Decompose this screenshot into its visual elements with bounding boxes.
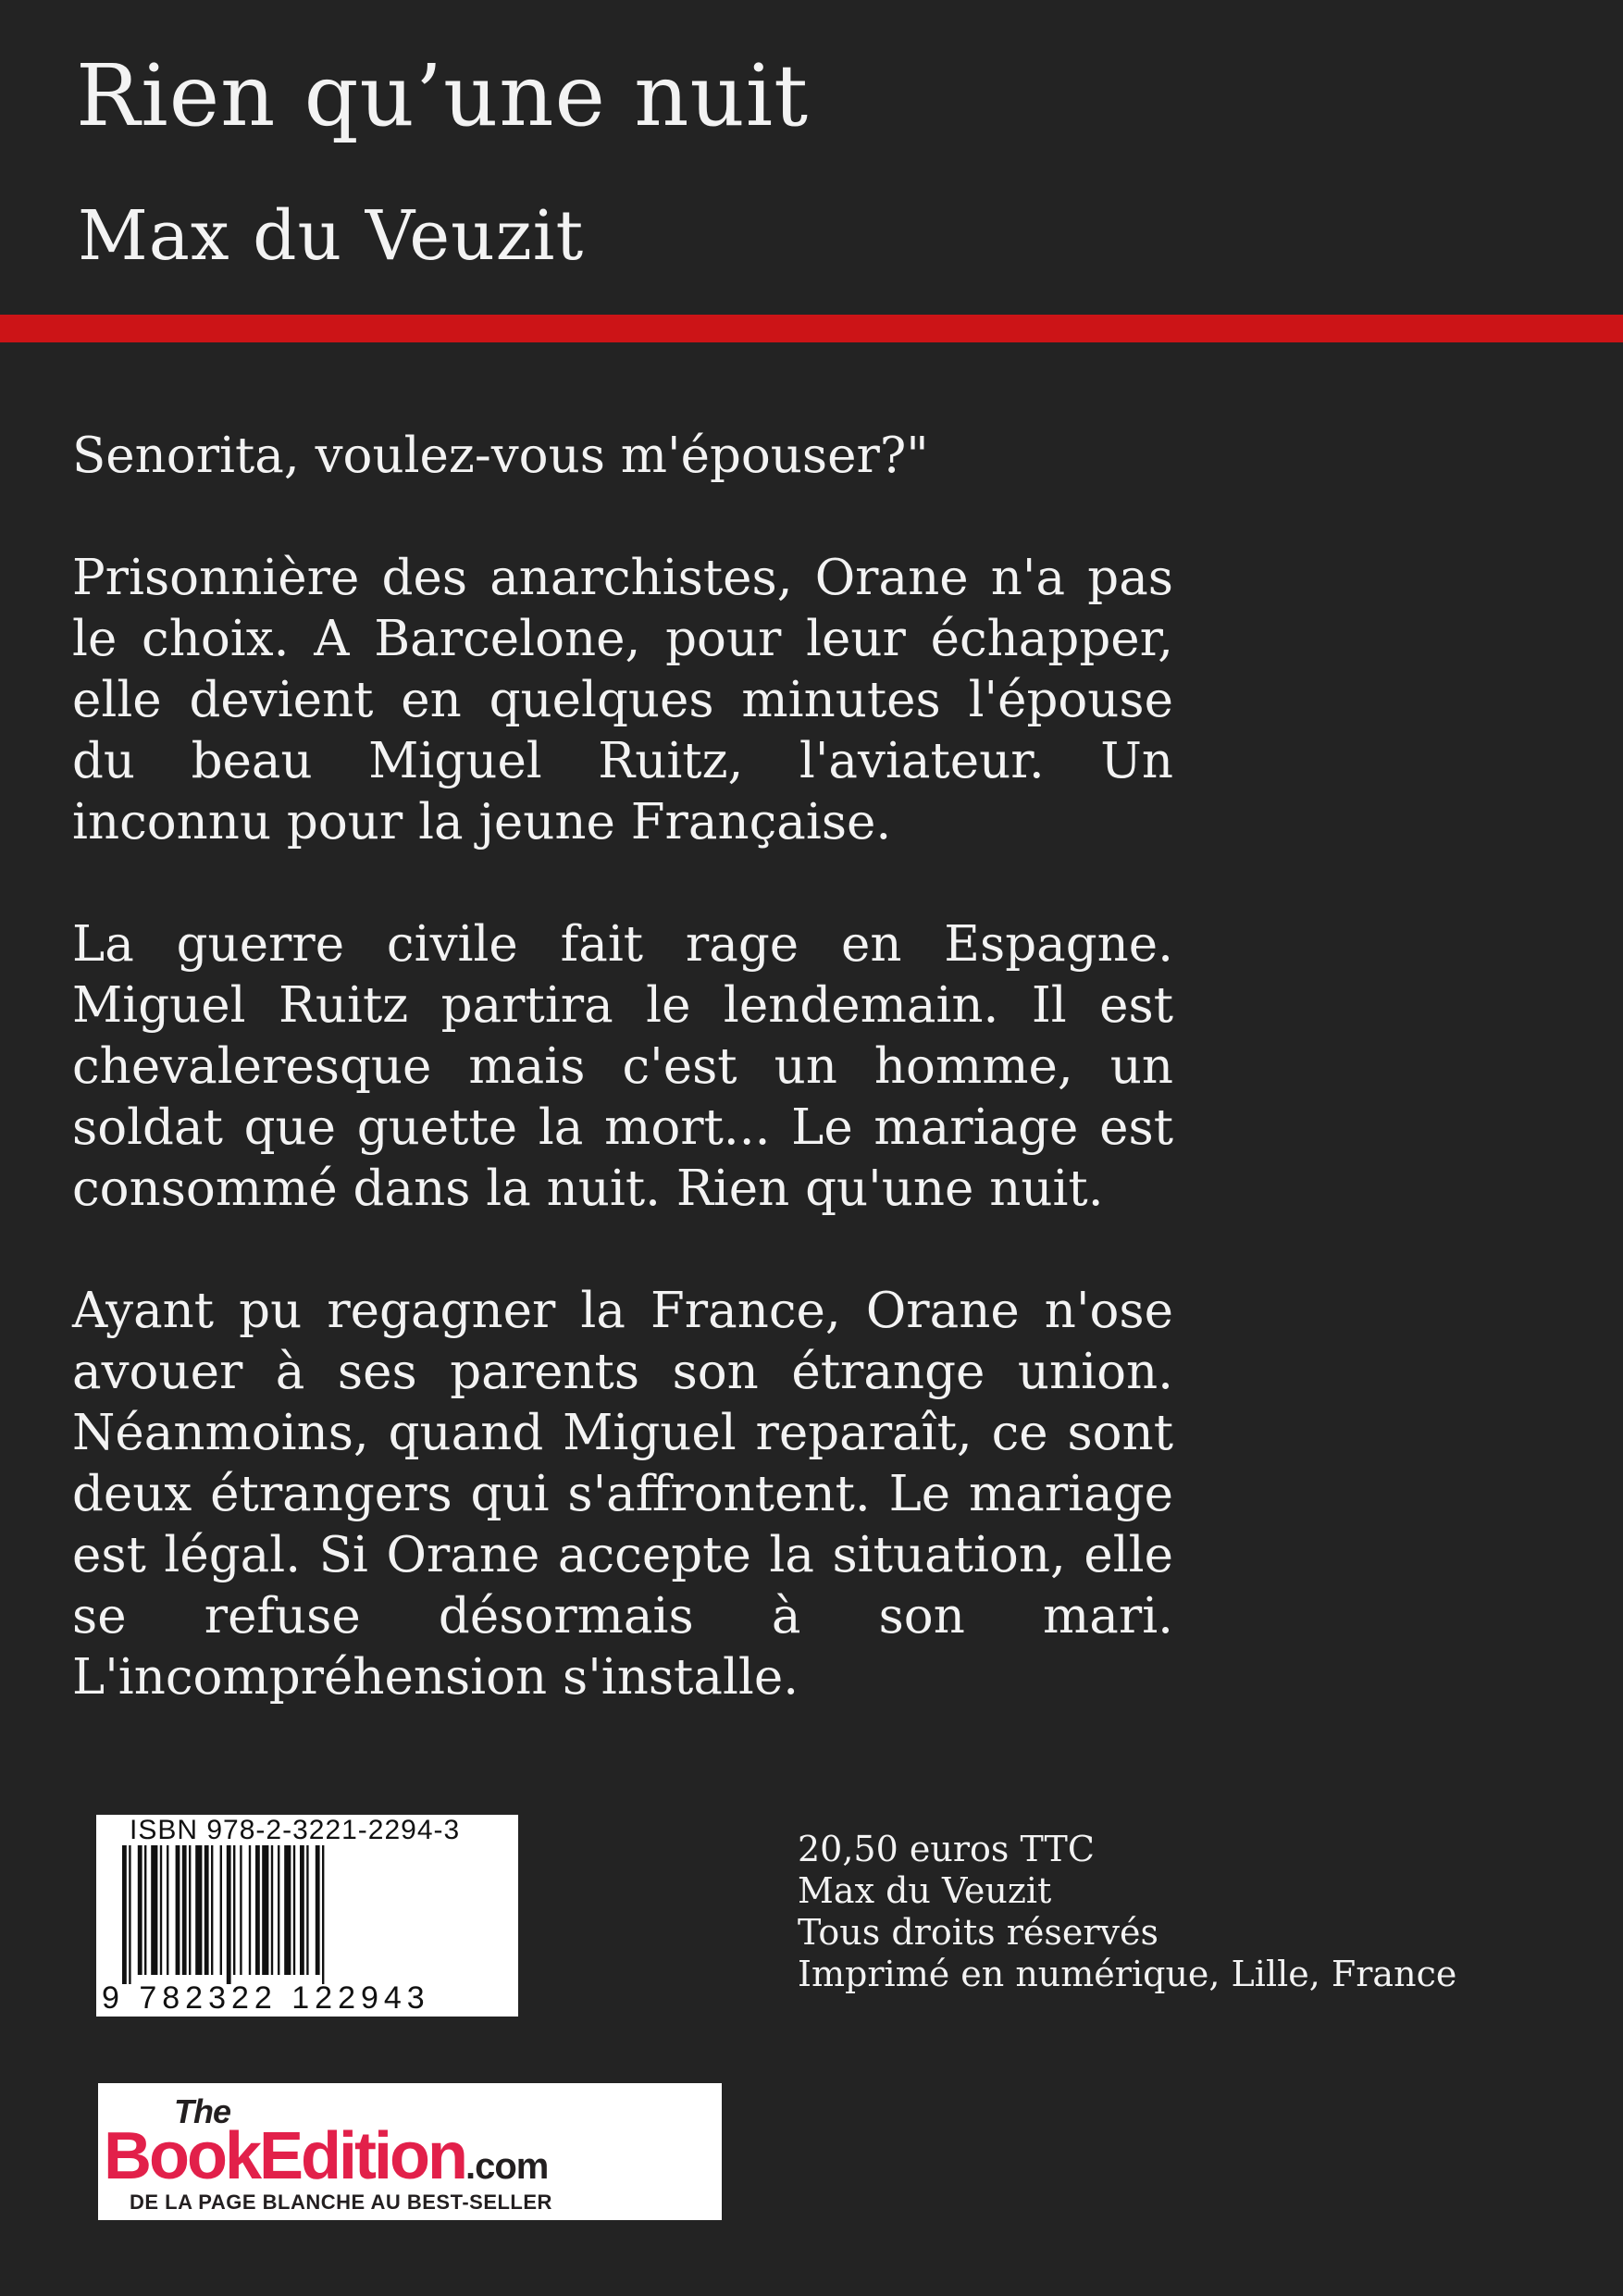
logo-the: The (174, 2092, 231, 2130)
logo-brand (104, 2118, 548, 2194)
isbn-label: ISBN 978-2-3221-2294-3 (130, 1815, 461, 1845)
book-author: Max du Veuzit (78, 196, 585, 276)
blurb-paragraph: La guerre civile fait rage en Espagne. Miguel Ruitz partira le lendemain. Il est chevaleresque mais c'est un homme, un soldat que guette la mort... Le mariage est consommé dans la nuit. Rien qu'une nuit. (72, 916, 1173, 1217)
isbn-barcode (96, 1815, 518, 2017)
logo-domain: .com (465, 2146, 549, 2187)
logo-brand-name: BookEdition (104, 2119, 465, 2193)
accent-rule (0, 315, 1623, 342)
barcode-bars (122, 1845, 492, 1984)
barcode-digits: 9 782322 122943 (102, 1980, 430, 2016)
imprint-info (798, 1829, 1456, 1995)
book-title: Rien qu’une nuit (76, 46, 810, 145)
logo-tagline: DE LA PAGE BLANCHE AU BEST-SELLER (130, 2191, 552, 2214)
printed-location: Imprimé en numérique, Lille, France (798, 1954, 1457, 1994)
back-cover-blurb (72, 426, 1173, 1769)
blurb-paragraph: Prisonnière des anarchistes, Orane n'a pas le choix. A Barcelone, pour leur échapper, elle devient en quelques minutes l'épouse du beau Miguel Ruitz, l'aviateur. Un inconnu pour la jeune Française. (72, 550, 1173, 850)
imprint-author: Max du Veuzit (798, 1870, 1052, 1911)
publisher-logo (98, 2083, 722, 2220)
blurb-paragraph: Ayant pu regagner la France, Orane n'ose avouer à ses parents son étrange union. Néanmoins, quand Miguel reparaît, ce sont deux étrangers qui s'affrontent. Le mariage est légal. Si Orane accepte la situation, elle se refuse désormais à son mari. L'incompréhension s'installe. (72, 1283, 1173, 1706)
price-text: 20,50 euros TTC (798, 1829, 1095, 1869)
rights-text: Tous droits réservés (798, 1912, 1158, 1953)
blurb-paragraph: Senorita, voulez-vous m'épouser?" (72, 428, 929, 484)
